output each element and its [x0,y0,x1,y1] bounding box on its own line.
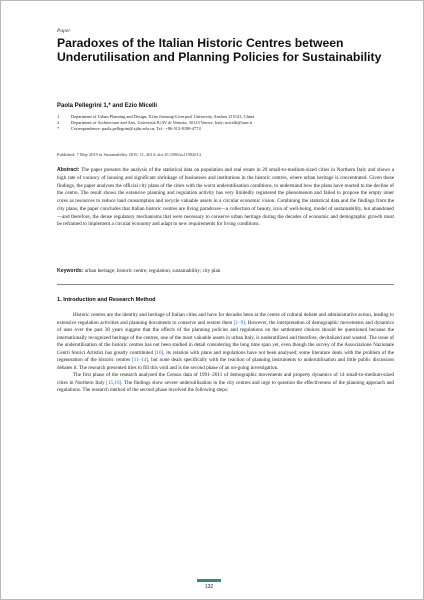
article-type-label: Paper [57,28,71,34]
affiliation-marker: 2 [57,120,60,126]
correspondence-marker: * [57,126,60,132]
abstract [57,167,394,229]
keywords-text: urban heritage; historic centre; regulation; sustainability; city plan [84,268,221,274]
paragraph-1 [57,312,394,372]
section-divider [57,284,394,285]
text-run: Historic centres are the identity and heritage of Italian cities and have for decades been at the centre of cultural debate and administrative action, leading to extensive regulation activities and planning documents to conserve and restore them [57,312,394,326]
keywords-label: Keywords: [57,268,84,274]
affiliation-text: Department of Architecture and Arts, Università IUAV di Venezia, 30123 Venice, Italy; micelli@iuav.it [71,120,253,126]
citation-link[interactable]: [10] [154,349,164,356]
text-run: . However, the interpretation of demographic movements and dynamics of uses over the past 30 years suggest that the effects of the planning policies and regulations on the settlement choices should be questioned because the internationally recognized heritage of the centres, one of the most valuable assets in urban Italy, is underutilized and therefore, devitalized and wasted. The issue of the underutilisation of the historic centres has not been studied in detail considering the long time span yet, even though the survey of the Associazione Nazionale Centri Storici Artistici has greatly contributed [57,319,394,356]
correspondence [57,126,397,132]
publication-info: Published: 7 May 2019 in Sustainability 2019, 11, 2614; doi:10.3390/su11092614 [57,152,201,157]
footer-accent-bar [197,579,221,582]
citation-link[interactable]: [15,16] [106,379,122,386]
affiliation-marker: 1 [57,114,60,119]
section-heading: 1. Introduction and Research Method [57,297,156,303]
text-run: , its relation with plans and regulations have not been analysed; some literature deals with the problem of the regeneration of the historic centres [57,349,395,364]
author-list: Paola Pellegrini 1,* and Ezio Micelli [57,103,158,109]
text-run: , but none deals specifically with the reaction of planning instruments to underutilisation and little public discussion debates it. The research presented tries to fill this void and is the second phase of an on-going investigation. [57,357,394,371]
keywords [57,268,394,275]
citation-link[interactable]: [1–9] [233,319,245,326]
affiliation-text: Department of Urban Planning and Design, Xi'an Jiaotong-Liverpool University, Suzhou 215123, China [71,114,255,119]
citation-link[interactable]: [11–14] [132,357,149,364]
abstract-label: Abstract: [57,167,80,173]
text-run: The first phase of the research analyzed the Census data of 1991–2011 of demographic movements and property dynamics of 14 small-to-medium-sized cities in Northern Italy [57,372,394,386]
correspondence-text: Correspondence: paola.pellegrini@xjtlu.edu.cn; Tel.: +86-512-8188-4774 [71,126,201,132]
section-body [57,312,394,395]
paragraph-2 [57,372,394,395]
text-run: . The findings show severe underutilisation in the city centres and urge to question the effectiveness of the planning approach and regulations. The research method of the second phase involved the following steps: [57,379,394,394]
affiliations [57,114,397,133]
abstract-text: The paper presents the analysis of the statistical data on population and real estate in 20 small-to-medium-sized cities in Northern Italy and shows a high rate of vacancy of housing and significant shrinkage of businesses and institutions in the historic centres, where urban heritage is concentrated. Given these findings, the paper analyses the official city plans of the cities with the worst underutilisation conditions, to understand how the plans have reacted to the decline of the centre. The result shows the extensive planning and regulation activity has very limitedly registered the phenomenon and failed to propose the empty inner cores as resources to reduce land consumption and recycle valuable assets in a circular economic vision. Combining the statistical data and the findings from the city plans, the paper concludes that Italian historic centres are living paradoxes—a collection of beauty, icon of well-being, model of sustainability, but abandoned—and therefore, the dense regulatory mechanisms that were necessary to conserve urban heritage during the decades of economic and demographic growth must be reframed to implement a circular economy and adapt to new requirements for living conditions. [57,167,394,228]
paper-title: Paradoxes of the Italian Historic Centres between Underutilisation and Planning Policies for Sustainability [57,36,382,64]
page-number: 132 [204,584,214,590]
